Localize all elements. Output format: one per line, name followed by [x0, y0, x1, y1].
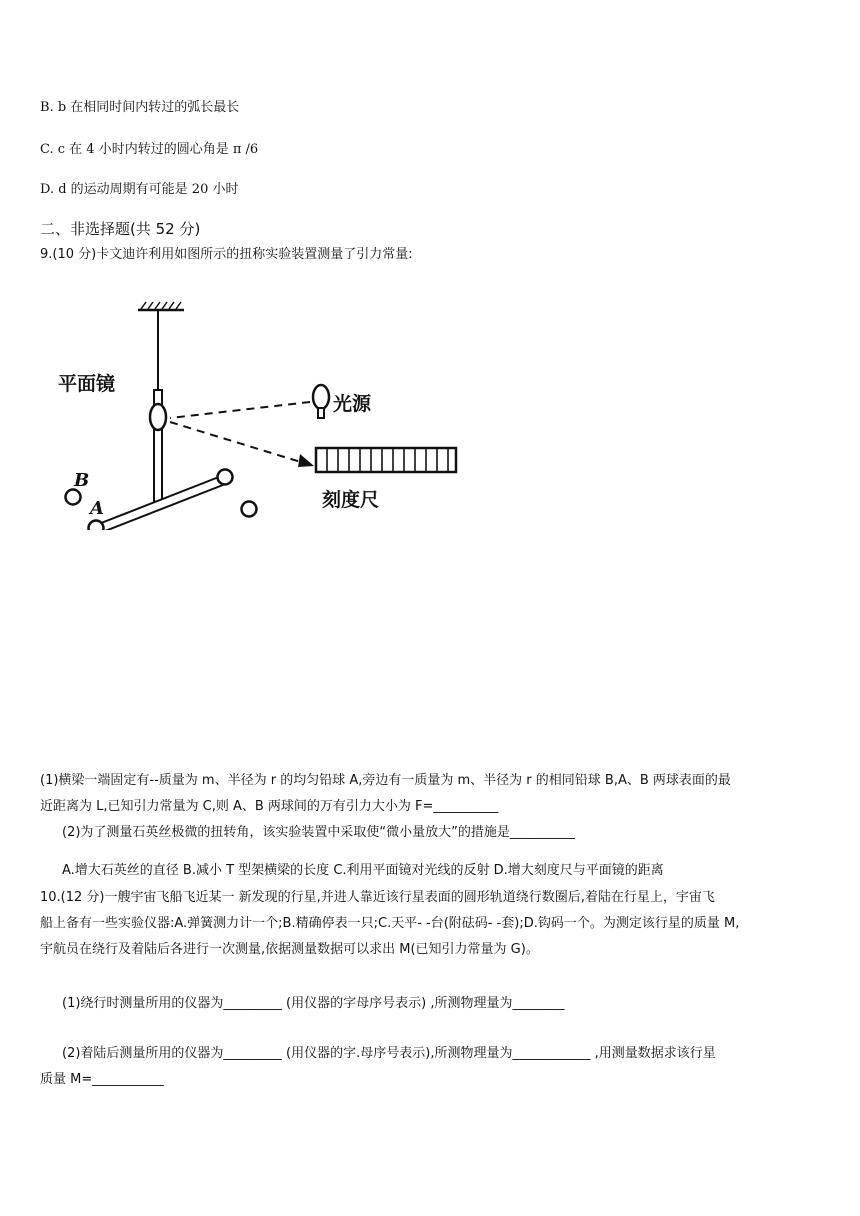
question-9-part2: (2)为了测量石英丝极微的扭转角，该实验装置中采取使“微小量放大”的措施是__________ [62, 825, 575, 840]
scale-ruler [316, 448, 456, 472]
ball-b-label: B [74, 470, 90, 491]
light-source-icon [313, 385, 329, 418]
question-10-part1: (1)绕行时测量所用的仪器为_________ (用仪器的字母序号表示) ,所测物理量为________ [62, 996, 565, 1011]
arrow-head [298, 454, 314, 467]
ball-a-label: A [90, 498, 104, 519]
plane-mirror [150, 404, 166, 430]
ceiling-support [138, 302, 184, 310]
ball-end [218, 470, 233, 485]
option-b: B. b 在相同时间内转过的弧长最长 [40, 100, 240, 115]
ball-right [242, 502, 257, 517]
ball-b [66, 490, 81, 505]
light-source-label: 光源 [333, 393, 372, 415]
question-10-line1: 10.(12 分)一艘宇宙飞船飞近某一 新发现的行星,并进人靠近该行星表面的圆形轨道绕行数圈后,着陆在行星上，宇宙飞 [40, 890, 715, 905]
torsion-balance-figure [48, 290, 478, 530]
question-9-stem: 9.(10 分)卡文迪许利用如图所示的扭称实验装置测量了引力常量: [40, 247, 413, 262]
option-c: C. c 在 4 小时内转过的圆心角是 π /6 [40, 142, 259, 157]
scale-label: 刻度尺 [322, 489, 380, 511]
option-d: D. d 的运动周期有可能是 20 小时 [40, 182, 239, 197]
question-10-part2-line2: 质量 M=___________ [40, 1072, 164, 1087]
question-9-part1-line2: 近距离为 L,已知引力常量为 C,则 A、B 两球间的万有引力大小为 F=__________ [40, 799, 499, 814]
question-9-choices: A.增大石英丝的直径 B.减小 T 型架横梁的长度 C.利用平面镜对光线的反射 D.增大刻度尺与平面镜的距离 [62, 863, 664, 878]
question-9-part1-line1: (1)横梁一端固定有--质量为 m、半径为 r 的均匀铅球 A,旁边有一质量为 m、半径为 r 的相同铅球 B,A、B 两球表面的最 [40, 773, 731, 788]
question-10-line3: 宇航员在绕行及着陆后各进行一次测量,依据测量数据可以求出 M(已知引力常量为 G)。 [40, 942, 539, 957]
section-heading: 二、非选择题(共 52 分) [40, 220, 201, 238]
mirror-label: 平面镜 [58, 373, 116, 395]
incident-beam [170, 402, 310, 418]
ball-a [89, 521, 104, 531]
question-10-line2: 船上备有一些实验仪器:A.弹簧测力计一个;B.精确停表一只;C.天平- -台(附砝码- -套);D.钩码一个。为测定该行星的质量 M, [40, 916, 740, 931]
reflected-beam [170, 422, 304, 463]
question-10-part2-line1: (2)着陆后测量所用的仪器为_________ (用仪器的字.母序号表示),所测物理量为____________ ,用测量数据求该行星 [62, 1046, 716, 1061]
